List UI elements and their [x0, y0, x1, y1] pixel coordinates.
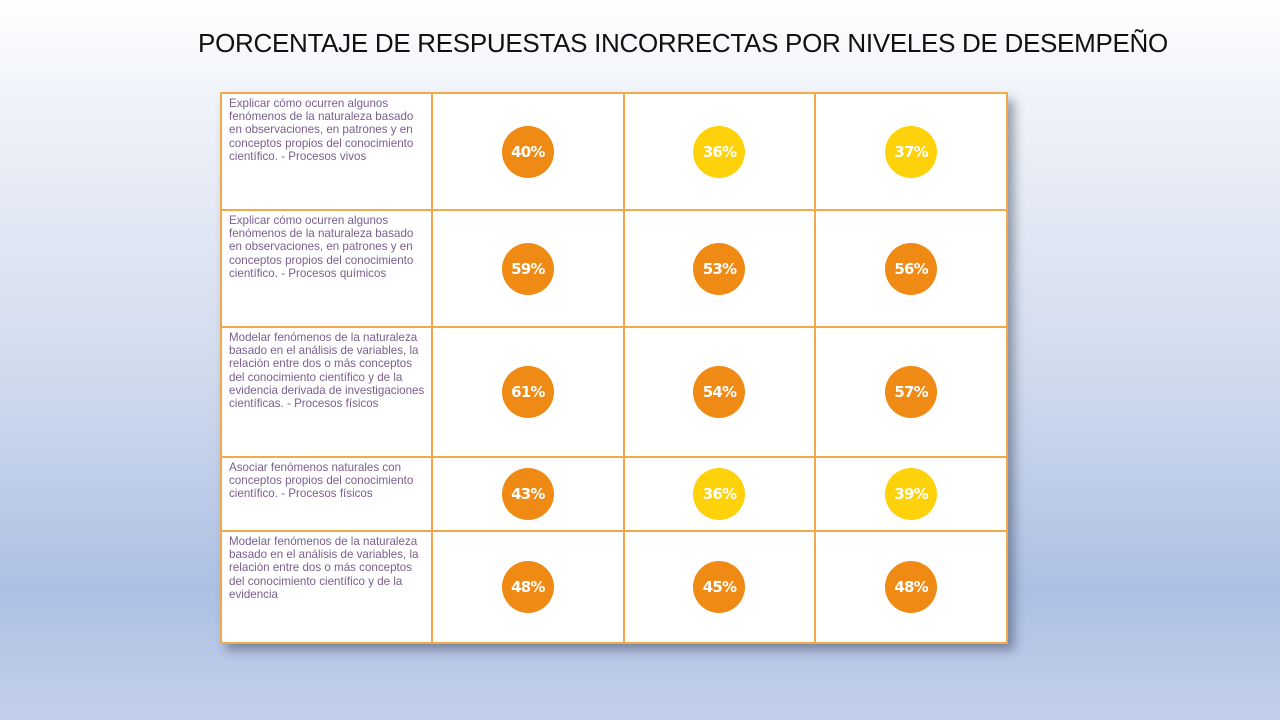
value-cell	[624, 327, 816, 457]
value-cell	[432, 210, 624, 327]
value-cell	[432, 93, 624, 210]
percentage-badge: 61%	[502, 366, 554, 418]
percentage-badge: 48%	[502, 561, 554, 613]
percentage-badge: 36%	[693, 126, 745, 178]
row-description: Explicar cómo ocurren algunos fenómenos de la naturaleza basado en observaciones, en patrones y en conceptos propios del conocimiento científico. - Procesos vivos	[221, 93, 432, 210]
results-table	[220, 92, 1008, 644]
value-cell	[624, 210, 816, 327]
percentage-badge: 57%	[885, 366, 937, 418]
table-row	[221, 93, 1007, 210]
percentage-badge: 54%	[693, 366, 745, 418]
percentage-badge: 43%	[502, 468, 554, 520]
percentage-badge: 39%	[885, 468, 937, 520]
row-description: Explicar cómo ocurren algunos fenómenos de la naturaleza basado en observaciones, en patrones y en conceptos propios del conocimiento científico. - Procesos químicos	[221, 210, 432, 327]
percentage-badge: 37%	[885, 126, 937, 178]
percentage-badge: 48%	[885, 561, 937, 613]
value-cell	[815, 327, 1007, 457]
row-description: Modelar fenómenos de la naturaleza basado en el análisis de variables, la relación entre dos o más conceptos del conocimiento científico y de la evidencia derivada de investigaciones científicas. - Procesos físicos	[221, 327, 432, 457]
value-cell	[432, 327, 624, 457]
value-cell	[624, 93, 816, 210]
value-cell	[815, 93, 1007, 210]
table-row	[221, 327, 1007, 457]
value-cell	[432, 531, 624, 643]
percentage-badge: 56%	[885, 243, 937, 295]
percentage-badge: 59%	[502, 243, 554, 295]
percentage-badge: 53%	[693, 243, 745, 295]
table-row	[221, 531, 1007, 643]
value-cell	[624, 457, 816, 531]
value-cell	[815, 531, 1007, 643]
value-cell	[432, 457, 624, 531]
value-cell	[624, 531, 816, 643]
results-table-container	[220, 92, 1008, 642]
value-cell	[815, 210, 1007, 327]
row-description: Modelar fenómenos de la naturaleza basado en el análisis de variables, la relación entre dos o más conceptos del conocimiento científico y de la evidencia	[221, 531, 432, 643]
table-row	[221, 210, 1007, 327]
percentage-badge: 45%	[693, 561, 745, 613]
slide-title: PORCENTAJE DE RESPUESTAS INCORRECTAS POR NIVELES DE DESEMPEÑO	[198, 28, 1168, 58]
row-description: Asociar fenómenos naturales con conceptos propios del conocimiento científico. - Procesos físicos	[221, 457, 432, 531]
percentage-badge: 36%	[693, 468, 745, 520]
table-row	[221, 457, 1007, 531]
value-cell	[815, 457, 1007, 531]
percentage-badge: 40%	[502, 126, 554, 178]
